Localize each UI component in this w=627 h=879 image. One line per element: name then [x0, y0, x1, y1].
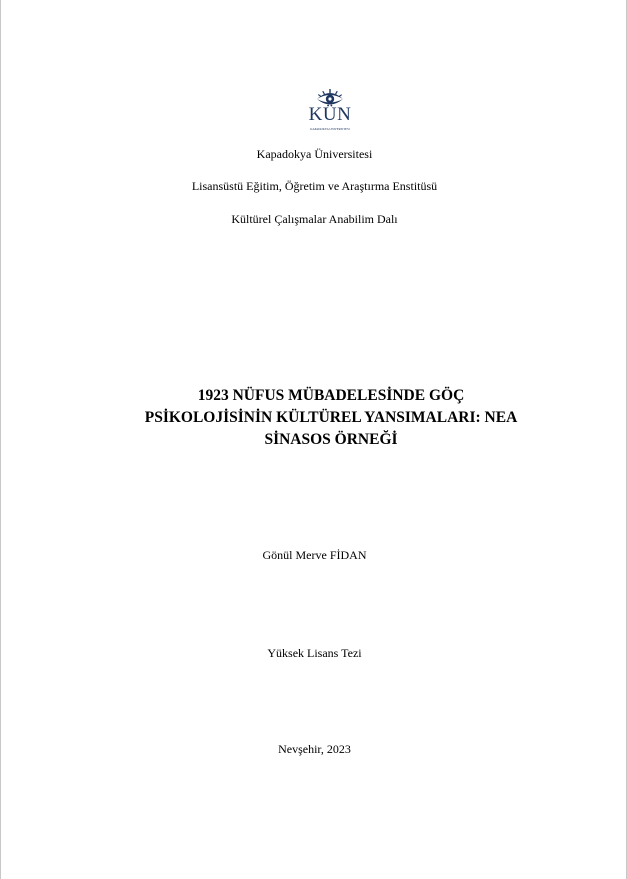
place-date: Nevşehir, 2023 — [278, 742, 351, 756]
degree-type: Yüksek Lisans Tezi — [267, 646, 362, 660]
logo-subtext: KAPADOKYA ÜNİVERSİTESİ — [310, 128, 350, 130]
author-name: Gönül Merve FİDAN — [262, 548, 367, 562]
university-name: Kapadokya Üniversitesi — [256, 147, 373, 161]
department-name: Kültürel Çalışmalar Anabilim Dalı — [231, 212, 398, 226]
logo-wordmark: KÜN — [308, 104, 352, 125]
thesis-title-line-3: SİNASOS ÖRNEĞİ — [264, 431, 398, 448]
institute-name: Lisansüstü Eğitim, Öğretim ve Araştırma Enstitüsü — [191, 179, 438, 193]
university-logo — [301, 88, 359, 136]
thesis-title-line-1: 1923 NÜFUS MÜBADELESİNDE GÖÇ — [197, 387, 465, 404]
thesis-title-line-2: PSİKOLOJİSİNİN KÜLTÜREL YANSIMALARI: NEA — [144, 409, 518, 426]
thesis-title — [91, 385, 571, 451]
